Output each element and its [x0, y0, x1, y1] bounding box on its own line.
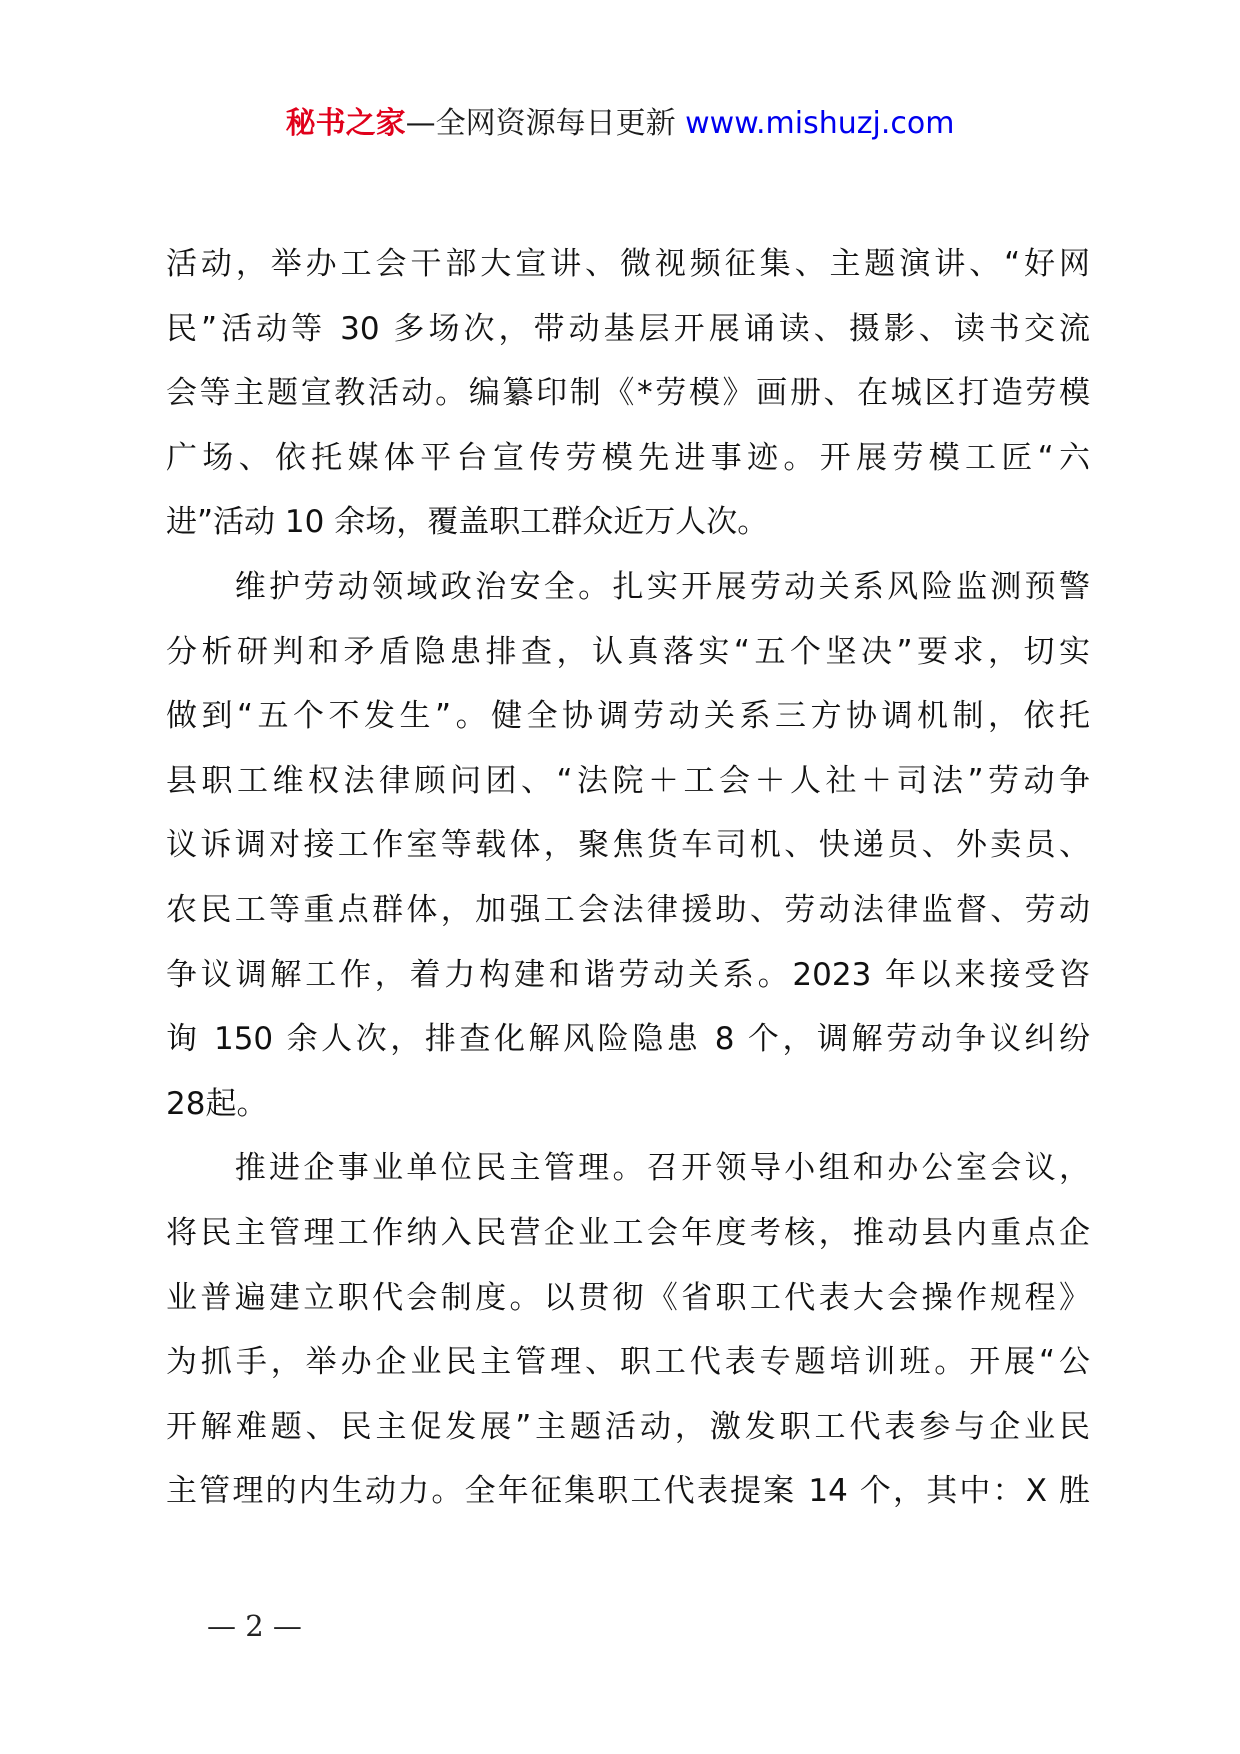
- text-line: 县职工维权法律顾问团、“法院＋工会＋人社＋司法”劳动争: [166, 762, 1090, 799]
- paragraph-heading-line: 维护劳动领域政治安全。扎实开展劳动关系风险监测预警: [166, 568, 1090, 605]
- text-line: 询 150 余人次，排查化解风险隐患 8 个，调解劳动争议纠纷: [166, 1021, 1090, 1058]
- site-brand-name: 秘书之家: [285, 106, 406, 141]
- text-line: 民”活动等 30 多场次，带动基层开展诵读、摄影、读书交流: [166, 310, 1090, 347]
- text-line: 进”活动 10 余场，覆盖职工群众近万人次。: [166, 504, 769, 541]
- text-line: 主管理的内生动力。全年征集职工代表提案 14 个，其中：X 胜: [166, 1473, 1090, 1510]
- site-banner: [0, 100, 1240, 148]
- text-line: 为抓手，举办企业民主管理、职工代表专题培训班。开展“公: [166, 1344, 1090, 1381]
- document-body: [166, 232, 1090, 1524]
- text-line: 争议调解工作，着力构建和谐劳动关系。2023 年以来接受咨: [166, 956, 1090, 993]
- text-line: 业普遍建立职代会制度。以贯彻《省职工代表大会操作规程》: [166, 1279, 1090, 1316]
- text-line: 活动，举办工会干部大宣讲、微视频征集、主题演讲、“好网: [166, 246, 1090, 282]
- text-line: 分析研判和矛盾隐患排查，认真落实“五个坚决”要求，切实: [166, 633, 1090, 670]
- site-url-link[interactable]: www.mishuzj.com: [685, 106, 955, 141]
- text-line: 28起。: [166, 1085, 268, 1122]
- text-line: 做到“五个不发生”。健全协调劳动关系三方协调机制，依托: [166, 698, 1090, 735]
- text-line: 议诉调对接工作室等载体，聚焦货车司机、快递员、外卖员、: [166, 827, 1090, 864]
- text-line: 将民主管理工作纳入民营企业工会年度考核，推动县内重点企: [166, 1214, 1090, 1251]
- site-tagline: —全网资源每日更新: [405, 106, 686, 141]
- page-number: — 2 —: [207, 1609, 302, 1643]
- text-line: 广场、依托媒体平台宣传劳模先进事迹。开展劳模工匠“六: [166, 439, 1090, 476]
- text-line: 会等主题宣教活动。编纂印制《*劳模》画册、在城区打造劳模: [166, 375, 1090, 412]
- text-line: 农民工等重点群体，加强工会法律援助、劳动法律监督、劳动: [166, 891, 1090, 928]
- paragraph-heading-line: 推进企事业单位民主管理。召开领导小组和办公室会议，: [166, 1150, 1090, 1187]
- text-line: 开解难题、民主促发展”主题活动，激发职工代表参与企业民: [166, 1408, 1090, 1445]
